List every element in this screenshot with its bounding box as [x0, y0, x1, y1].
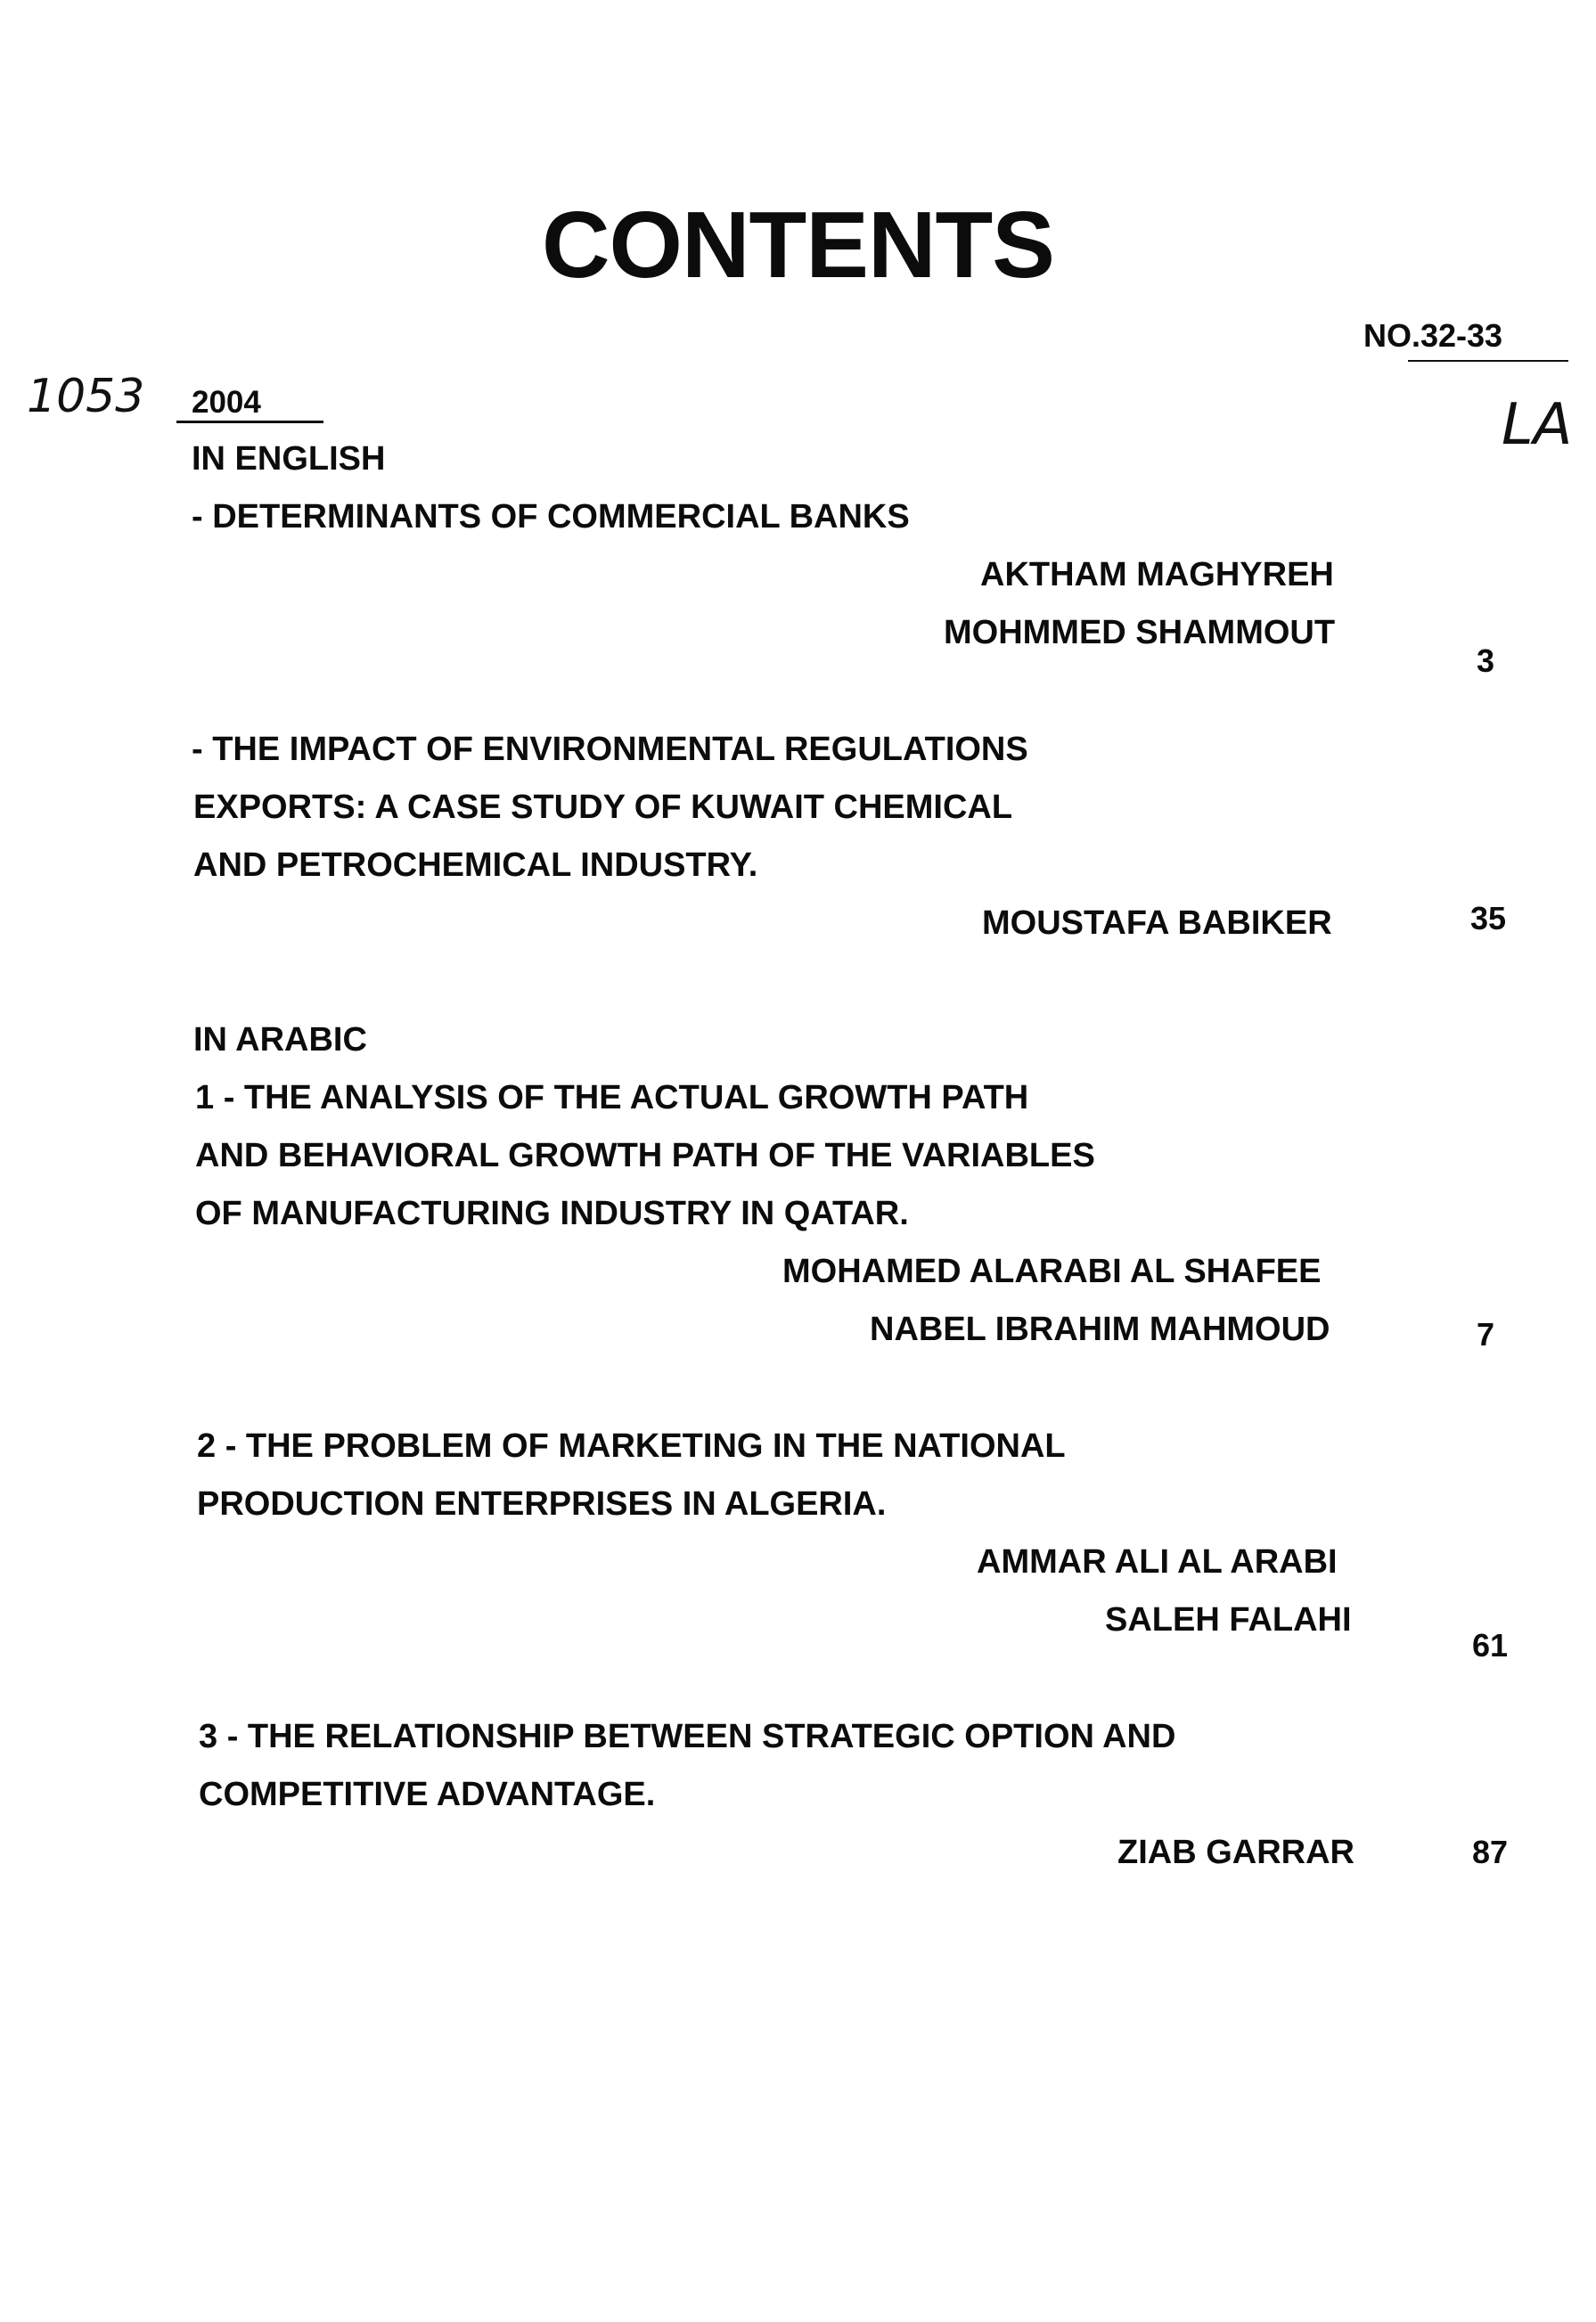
entry-2-page: 35: [1469, 900, 1506, 936]
entry-3-title-line-2: AND BEHAVIORAL GROWTH PATH OF THE VARIABLES: [195, 1137, 1095, 1174]
entry-5-title-line-1: 3 - THE RELATIONSHIP BETWEEN STRATEGIC OPTION AND: [199, 1718, 1176, 1755]
issue-number: NO.32-33: [1363, 317, 1503, 354]
entry-3-page: 7: [1476, 1316, 1494, 1353]
entry-5-title-line-2: COMPETITIVE ADVANTAGE.: [199, 1776, 656, 1813]
entry-3-author-2: NABEL IBRAHIM MAHMOUD: [870, 1311, 1330, 1348]
entry-4-author-1: AMMAR ALI AL ARABI: [977, 1543, 1338, 1581]
entry-2-title-line-2: EXPORTS: A CASE STUDY OF KUWAIT CHEMICAL: [193, 789, 1013, 826]
entry-5-page: 87: [1471, 1834, 1508, 1870]
entry-2-title-line-3: AND PETROCHEMICAL INDUSTRY.: [193, 846, 758, 884]
handwritten-note-right: LA: [1502, 392, 1573, 458]
page-title: CONTENTS: [542, 192, 1054, 298]
entry-4-page: 61: [1471, 1627, 1508, 1664]
entry-4-title-line-1: 2 - THE PROBLEM OF MARKETING IN THE NATIONAL: [197, 1427, 1066, 1465]
entry-4-author-2: SALEH FALAHI: [1105, 1601, 1352, 1639]
entry-1-title-line-1: - DETERMINANTS OF COMMERCIAL BANKS: [192, 498, 910, 536]
entry-3-author-1: MOHAMED ALARABI AL SHAFEE: [782, 1253, 1322, 1290]
entry-1-author-1: AKTHAM MAGHYREH: [980, 556, 1334, 593]
entry-4-title-line-2: PRODUCTION ENTERPRISES IN ALGERIA.: [197, 1485, 887, 1523]
issue-underline: [1408, 360, 1568, 362]
handwritten-note-left: 1053: [27, 370, 145, 423]
entry-2-title-line-1: - THE IMPACT OF ENVIRONMENTAL REGULATIONS: [192, 731, 1028, 768]
entry-1-page: 3: [1476, 642, 1494, 679]
year-underline: [176, 421, 323, 423]
entry-3-title-line-3: OF MANUFACTURING INDUSTRY IN QATAR.: [195, 1195, 909, 1232]
year: 2004: [192, 385, 261, 420]
entry-2-author-1: MOUSTAFA BABIKER: [982, 904, 1332, 942]
section-heading-english: IN ENGLISH: [192, 440, 386, 478]
section-heading-arabic: IN ARABIC: [193, 1021, 367, 1059]
entry-5-author-1: ZIAB GARRAR: [1117, 1834, 1355, 1871]
entry-1-author-2: MOHMMED SHAMMOUT: [944, 614, 1336, 651]
entry-3-title-line-1: 1 - THE ANALYSIS OF THE ACTUAL GROWTH PATH: [195, 1079, 1029, 1116]
